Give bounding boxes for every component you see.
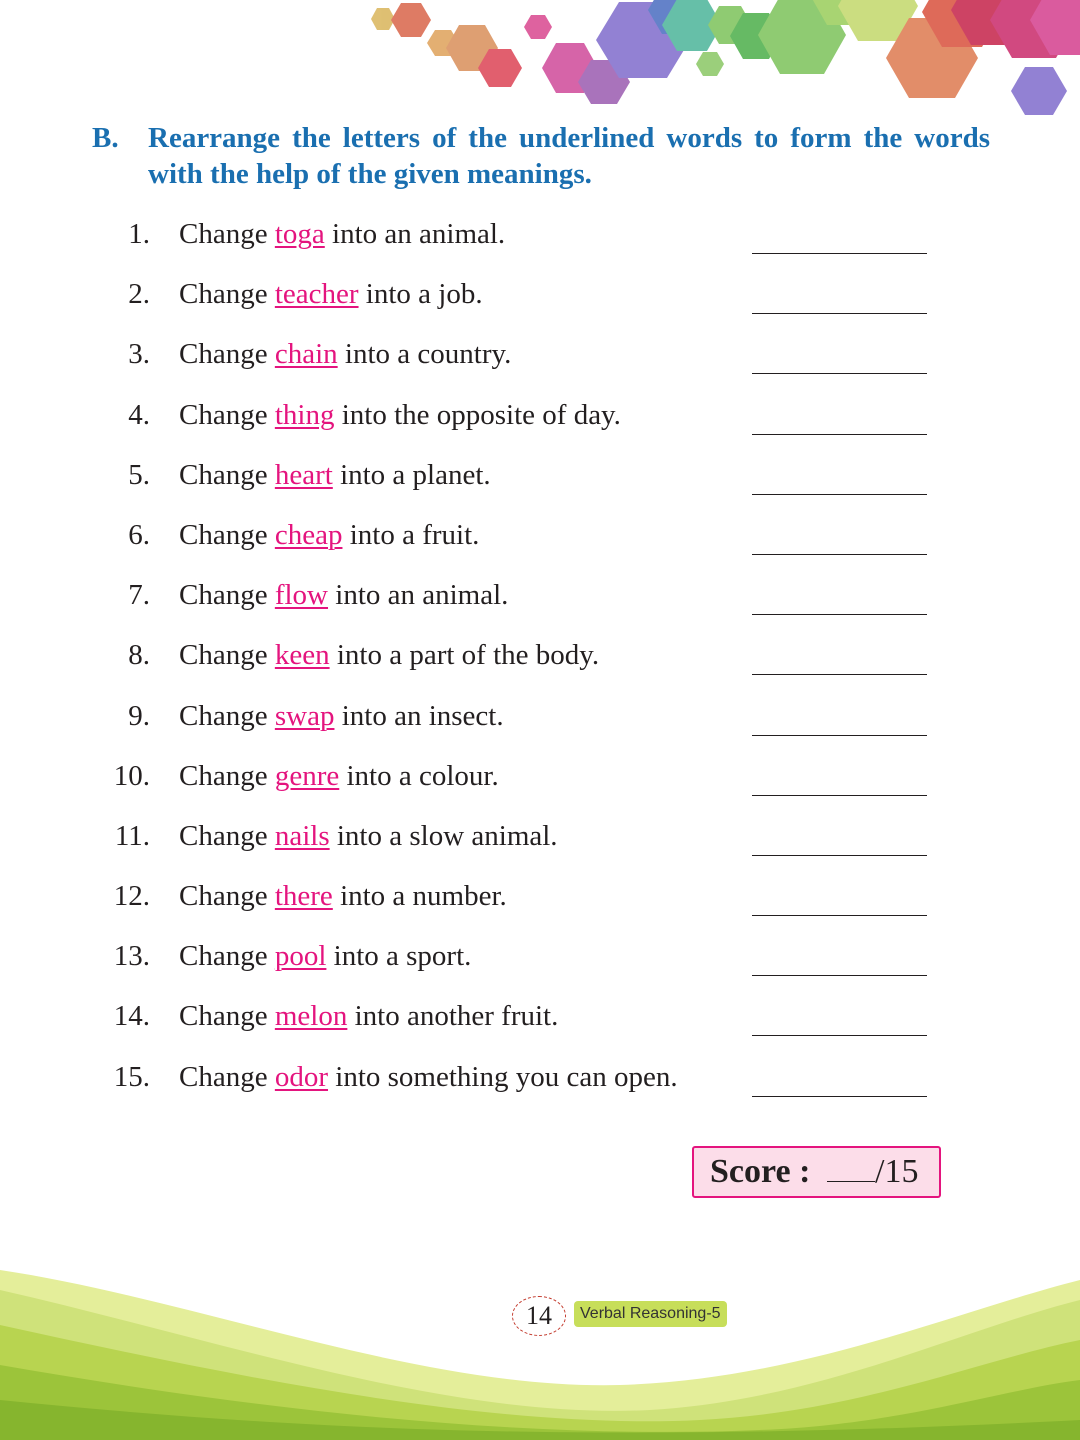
score-box: [692, 1146, 941, 1198]
question-text: [179, 639, 599, 672]
underlined-word: melon: [274, 1000, 348, 1033]
question-prefix: Change: [179, 1000, 268, 1033]
question-suffix: into something you can open.: [335, 1060, 678, 1093]
underlined-word: there: [274, 880, 333, 913]
section-label: B.: [92, 122, 119, 154]
question-suffix: into an insect.: [341, 699, 504, 732]
question-suffix: into the opposite of day.: [341, 398, 621, 431]
question-text: [179, 940, 471, 973]
answer-blank[interactable]: [752, 494, 927, 495]
question-row: [100, 692, 940, 752]
section-instruction: Rearrange the letters of the underlined words to form the words with the help of the given meanings.: [148, 122, 990, 190]
answer-blank[interactable]: [752, 1035, 927, 1036]
underlined-word: flow: [274, 579, 329, 612]
question-row: [100, 992, 940, 1052]
question-suffix: into a part of the body.: [336, 639, 600, 672]
underlined-word: heart: [274, 458, 333, 491]
question-text: [179, 338, 511, 371]
underlined-word: teacher: [274, 278, 359, 311]
question-number: 5.: [128, 458, 150, 491]
question-text: [179, 880, 507, 913]
underlined-word: thing: [274, 398, 335, 431]
question-prefix: Change: [179, 1060, 268, 1093]
question-number: 7.: [128, 579, 150, 612]
question-number: 15.: [113, 1060, 150, 1093]
answer-blank[interactable]: [752, 614, 927, 615]
question-prefix: Change: [179, 579, 268, 612]
question-number: 12.: [113, 880, 150, 913]
question-row: [100, 330, 940, 390]
question-row: [100, 511, 940, 571]
question-row: [100, 872, 940, 932]
answer-blank[interactable]: [752, 915, 927, 916]
question-number: 8.: [128, 639, 150, 672]
score-label: Score :: [710, 1153, 811, 1190]
question-text: [179, 820, 558, 853]
underlined-word: nails: [274, 819, 330, 852]
question-text: [179, 278, 483, 311]
question-prefix: Change: [179, 819, 268, 852]
question-suffix: into a country.: [344, 338, 512, 371]
score-total: /15: [875, 1153, 919, 1190]
question-text: [179, 579, 508, 612]
question-number: 9.: [128, 699, 150, 732]
question-text: [179, 218, 505, 251]
page-number: 14: [512, 1296, 566, 1336]
question-suffix: into a slow animal.: [336, 819, 558, 852]
question-text: [179, 519, 479, 552]
question-text: [179, 1061, 678, 1094]
question-text: [179, 459, 491, 492]
underlined-word: pool: [274, 940, 327, 973]
question-suffix: into another fruit.: [354, 1000, 559, 1033]
question-number: 4.: [128, 398, 150, 431]
answer-blank[interactable]: [752, 975, 927, 976]
score-blank[interactable]: [827, 1181, 875, 1182]
question-prefix: Change: [179, 398, 268, 431]
question-suffix: into an animal.: [335, 579, 509, 612]
question-prefix: Change: [179, 458, 268, 491]
question-prefix: Change: [179, 759, 268, 792]
question-prefix: Change: [179, 940, 268, 973]
question-row: [100, 1053, 940, 1113]
underlined-word: keen: [274, 639, 330, 672]
question-suffix: into an animal.: [332, 218, 506, 250]
underlined-word: genre: [274, 759, 340, 792]
question-prefix: Change: [179, 278, 268, 311]
answer-blank[interactable]: [752, 373, 927, 374]
answer-blank[interactable]: [752, 313, 927, 314]
answer-blank[interactable]: [752, 1096, 927, 1097]
answer-blank[interactable]: [752, 855, 927, 856]
question-text: [179, 760, 499, 793]
question-number: 6.: [128, 518, 150, 551]
question-suffix: into a colour.: [346, 759, 499, 792]
question-prefix: Change: [179, 880, 268, 913]
question-number: 1.: [128, 218, 150, 250]
question-prefix: Change: [179, 218, 268, 250]
question-suffix: into a job.: [365, 278, 483, 311]
question-prefix: Change: [179, 639, 268, 672]
underlined-word: odor: [274, 1060, 329, 1093]
answer-blank[interactable]: [752, 795, 927, 796]
question-row: [100, 451, 940, 511]
underlined-word: swap: [274, 699, 335, 732]
question-number: 11.: [114, 819, 150, 852]
question-text: [179, 1000, 558, 1033]
question-row: [100, 571, 940, 631]
question-row: [100, 270, 940, 330]
question-number: 10.: [113, 759, 150, 792]
question-number: 13.: [113, 940, 150, 973]
answer-blank[interactable]: [752, 434, 927, 435]
question-list: [100, 210, 940, 1113]
question-text: [179, 399, 621, 432]
question-suffix: into a fruit.: [349, 518, 480, 551]
answer-blank[interactable]: [752, 674, 927, 675]
question-row: [100, 210, 940, 270]
question-text: [179, 700, 504, 733]
answer-blank[interactable]: [752, 554, 927, 555]
answer-blank[interactable]: [752, 735, 927, 736]
section-heading: [92, 120, 990, 192]
question-number: 3.: [128, 338, 150, 371]
underlined-word: chain: [274, 338, 338, 371]
question-row: [100, 631, 940, 691]
book-title-badge: Verbal Reasoning-5: [574, 1301, 727, 1327]
answer-blank[interactable]: [752, 253, 927, 254]
question-prefix: Change: [179, 699, 268, 732]
question-row: [100, 932, 940, 992]
question-number: 2.: [128, 278, 150, 311]
underlined-word: toga: [274, 218, 325, 250]
question-suffix: into a number.: [340, 880, 507, 913]
question-row: [100, 752, 940, 812]
question-prefix: Change: [179, 338, 268, 371]
question-suffix: into a sport.: [333, 940, 472, 973]
underlined-word: cheap: [274, 518, 343, 551]
hexagon-decoration: [0, 0, 1080, 125]
question-row: [100, 391, 940, 451]
question-row: [100, 812, 940, 872]
question-prefix: Change: [179, 518, 268, 551]
question-suffix: into a planet.: [340, 458, 491, 491]
question-number: 14.: [113, 1000, 150, 1033]
